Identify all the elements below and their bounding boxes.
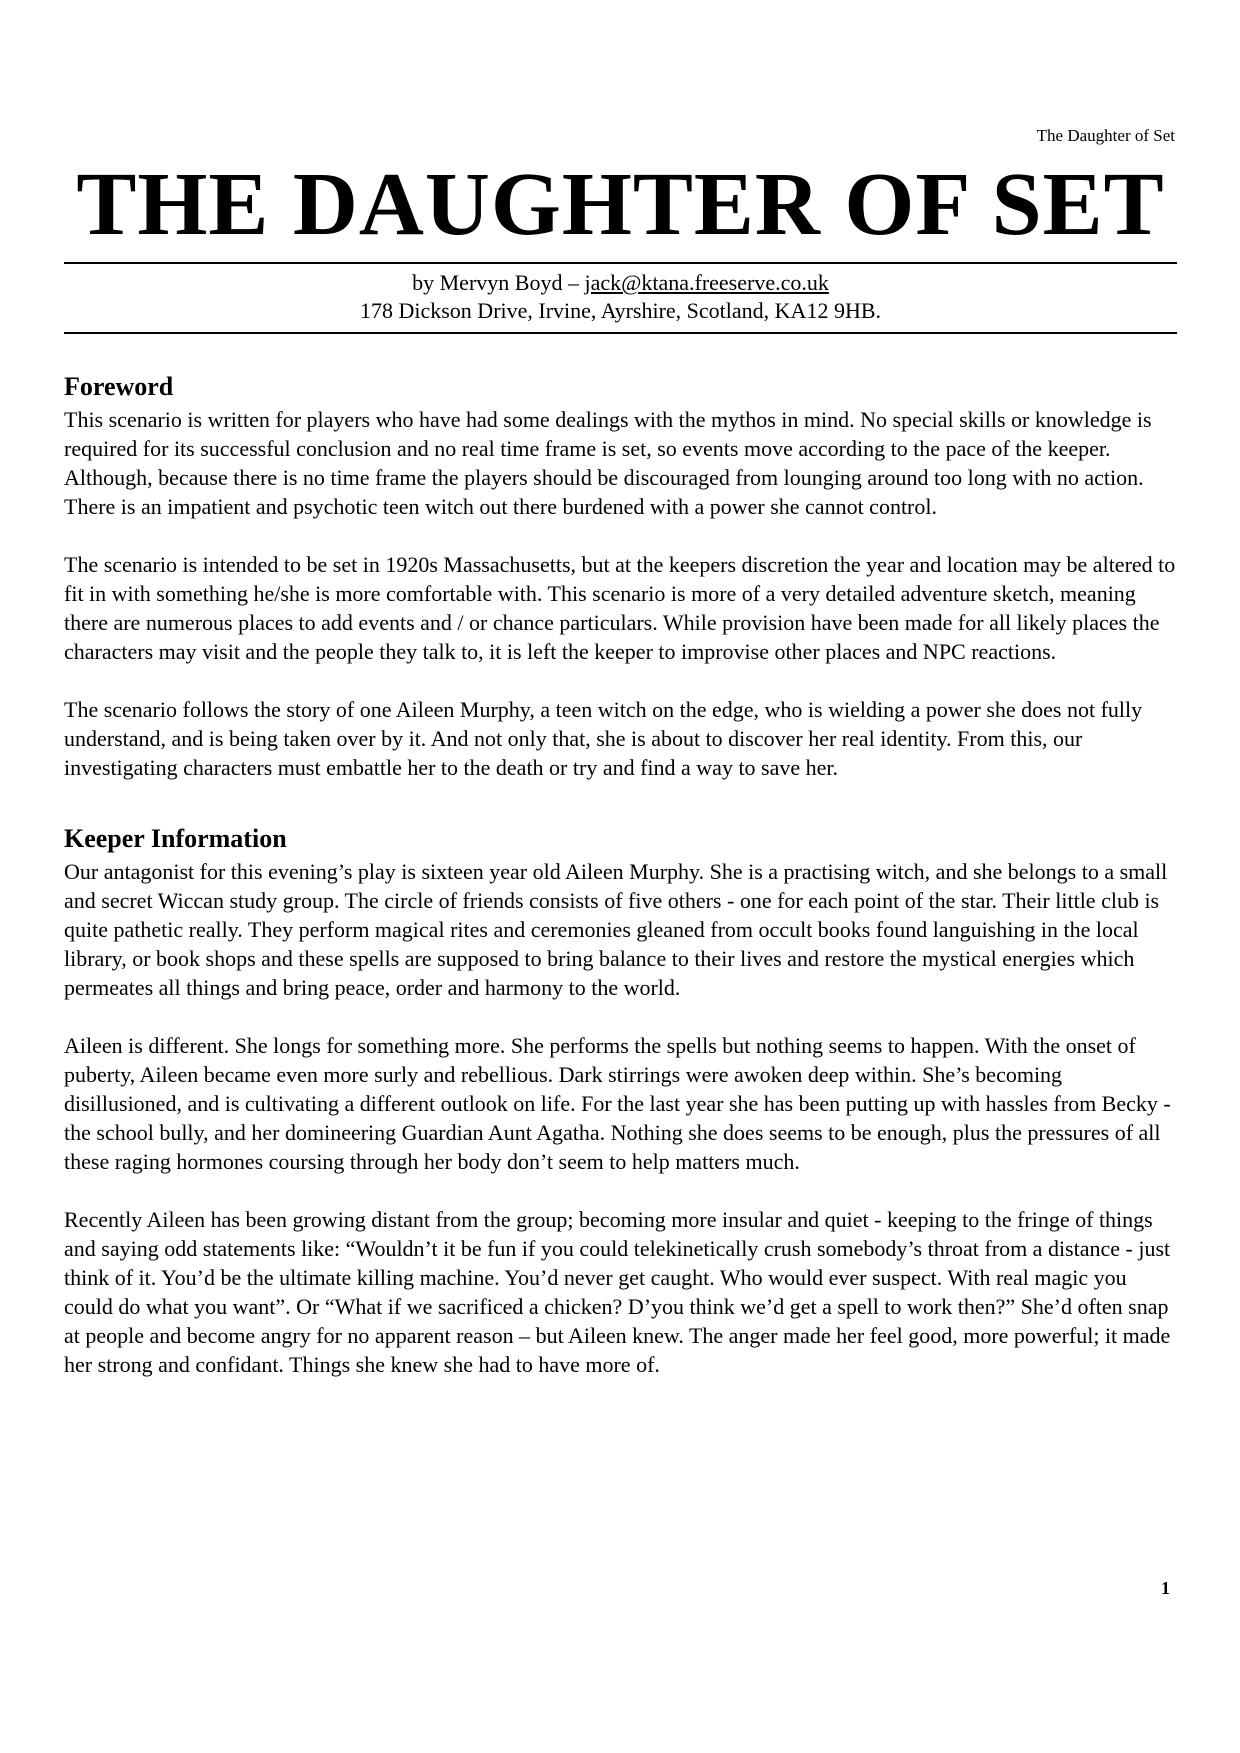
- paragraph: Aileen is different. She longs for something more. She performs the spells but nothing seems to happen. With the onset of puberty, Aileen became even more surly and rebellious. Dark stirrings were awoken deep within. She’s becoming disillusioned, and is cultivating a different outlook on life. For the last year she has been putting up with hassles from Becky - the school bully, and her domineering Guardian Aunt Agatha. Nothing she does seems to be enough, plus the pressures of all these raging hormones coursing through her body don’t seem to help matters much.: [64, 1033, 1171, 1174]
- paragraph: The scenario is intended to be set in 1920s Massachusetts, but at the keepers discretion the year and location may be altered to fit in with something he/she is more comfortable with. This scenario is more of a very detailed adventure sketch, meaning there are numerous places to add events and / or chance particulars. While provision have been made for all likely places the characters may visit and the people they talk to, it is left the keeper to improvise other places and NPC reactions.: [64, 552, 1176, 664]
- page-number: 1: [1161, 1578, 1170, 1598]
- byline-author: by Mervyn Boyd –: [412, 270, 585, 295]
- email-link[interactable]: jack@ktana.freeserve.co.uk: [584, 270, 829, 295]
- address-line: 178 Dickson Drive, Irvine, Ayrshire, Scotland, KA12 9HB.: [359, 298, 882, 323]
- section-foreword: [64, 372, 1177, 782]
- section-heading-keeper-information: Keeper Information: [64, 824, 287, 853]
- section-keeper-information: [64, 824, 1177, 1379]
- section-heading-foreword: Foreword: [64, 372, 174, 401]
- byline: [64, 269, 1177, 297]
- running-header: The Daughter of Set: [1036, 126, 1175, 145]
- header-rule: [64, 332, 1177, 334]
- paragraph: Our antagonist for this evening’s play is sixteen year old Aileen Murphy. She is a practising witch, and she belongs to a small and secret Wiccan study group. The circle of friends consists of five others - one for each point of the star. Their little club is quite pathetic really. They perform magical rites and ceremonies gleaned from occult books found languishing in the local library, or book shops and these spells are supposed to bring balance to their lives and restore the mystical energies which permeates all things and bring peace, order and harmony to the world.: [64, 859, 1168, 1000]
- title-rule: [64, 262, 1177, 264]
- paragraph: Recently Aileen has been growing distant from the group; becoming more insular and quiet - keeping to the fringe of things and saying odd statements like: “Wouldn’t it be fun if you could telekinetically crush somebody’s throat from a distance - just think of it. You’d be the ultimate killing machine. You’d never get caught. Who would ever suspect. With real magic you could do what you want”. Or “What if we sacrificed a chicken? D’you think we’d get a spell to work then?” She’d often snap at people and become angry for no apparent reason – but Aileen knew. The anger made her feel good, more powerful; it made her strong and confidant. Things she knew she had to have more of.: [64, 1207, 1171, 1377]
- paragraph: The scenario follows the story of one Aileen Murphy, a teen witch on the edge, who is wielding a power she does not fully understand, and is being taken over by it. And not only that, she is about to discover her real identity. From this, our investigating characters must embattle her to the death or try and find a way to save her.: [64, 697, 1143, 780]
- paragraph: This scenario is written for players who have had some dealings with the mythos in mind. No special skills or knowledge is required for its successful conclusion and no real time frame is set, so events move according to the pace of the keeper. Although, because there is no time frame the players should be discouraged from lounging around too long with no action. There is an impatient and psychotic teen witch out there burdened with a power she cannot control.: [64, 407, 1152, 519]
- page-title: THE DAUGHTER OF SET: [76, 155, 1165, 254]
